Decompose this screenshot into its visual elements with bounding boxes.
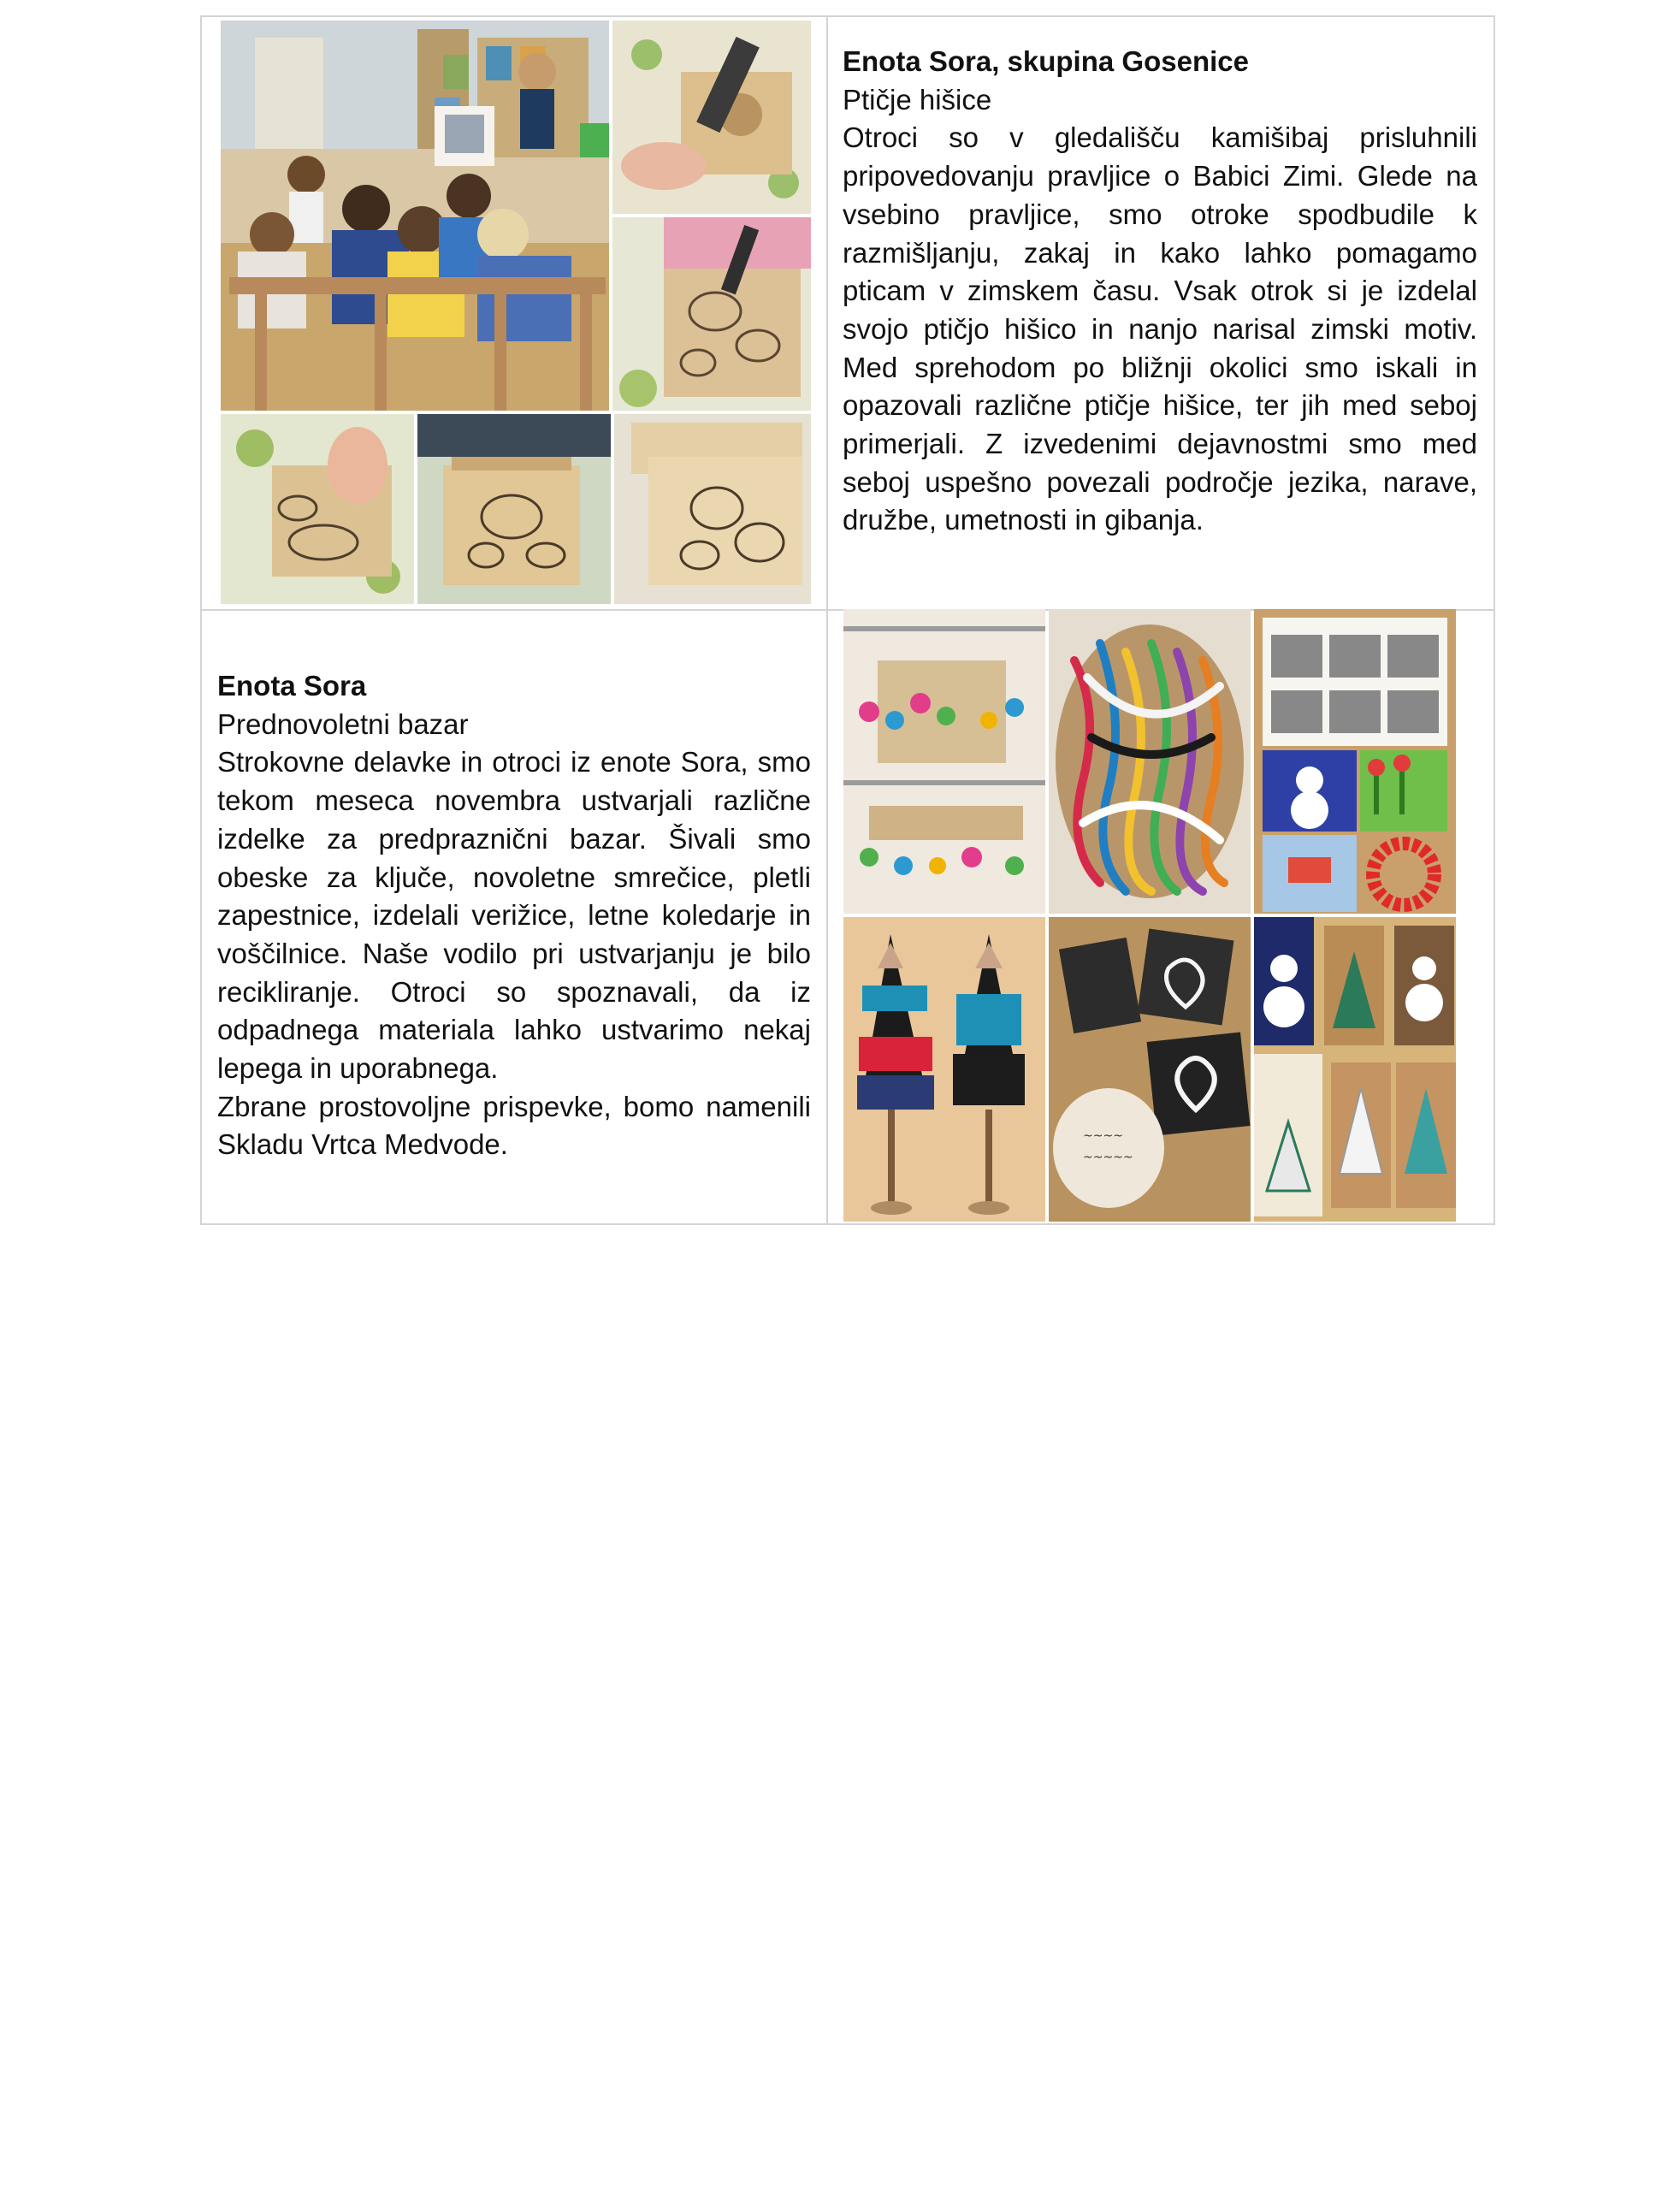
bird-house-front-photo <box>417 414 611 604</box>
bird-houses-subtitle: Ptičje hišice <box>843 83 992 115</box>
bird-house-side-photo <box>221 414 414 604</box>
column-divider <box>826 17 828 1223</box>
bazaar-article <box>217 667 811 1164</box>
calendars-cards-photo <box>1254 609 1456 914</box>
bazaar-subtitle: Prednovoletni bazar <box>217 707 469 740</box>
bazaar-title: Enota Sora <box>217 670 367 701</box>
bird-houses-title: Enota Sora, skupina Gosenice <box>843 45 1249 77</box>
svg-text:~~~~: ~~~~ <box>1083 1129 1123 1143</box>
kamishibai-storytelling-photo <box>221 21 609 411</box>
bird-houses-article <box>843 43 1477 540</box>
decorated-bird-house-photo <box>612 217 811 411</box>
bird-houses-photo-collage <box>221 21 811 604</box>
hammering-photo <box>612 21 811 214</box>
keychains-photo <box>843 609 1045 914</box>
bazaar-closing: Zbrane prostovoljne prispevke, bomo namenili Skladu Vrtca Medvode. <box>217 1090 811 1161</box>
necklaces-basket-photo <box>1049 917 1251 1222</box>
content-table <box>200 15 1495 1225</box>
bracelets-photo <box>1049 609 1251 914</box>
fabric-christmas-trees-photo <box>843 917 1045 1222</box>
bird-house-closeup-photo <box>614 414 811 604</box>
bazaar-body: Strokovne delavke in otroci iz enote Sora, smo tekom meseca novembra ustvarjali različne izdelke za predpraznični bazar. Šivali smo obeske za ključe, novoletne smrečice, pletli zapestnice, izdelali verižice, letne koledarje in voščilnice. Naše vodilo pri ustvarjanju je bilo recikliranje. Otroci so spoznavali, da iz odpadnega materiala lahko ustvarimo nekaj lepega in uporabnega. <box>217 746 811 1085</box>
bazaar-photo-collage <box>843 609 1459 1222</box>
bird-houses-body: Otroci so v gledališču kamišibaj prisluhnili pripovedovanju pravljice o Babici Zimi. Glede na vsebino pravljice, smo otroke spodbudile k razmišljanju, zakaj in kako lahko pomagamo pticam v zimskem času. Vsak otrok si je izdelal svojo ptičjo hišico in nanjo narisal zimski motiv. Med sprehodom po bližnji okolici smo iskali in opazovali različne ptičje hišice, ter jih med seboj primerjali. Z izvedenimi dejavnostmi smo med seboj uspešno povezali področje jezika, narave, družbe, umetnosti in gibanja. <box>843 121 1477 536</box>
svg-text:~~~~~: ~~~~~ <box>1083 1151 1133 1164</box>
gift-tags-photo <box>1254 917 1456 1222</box>
